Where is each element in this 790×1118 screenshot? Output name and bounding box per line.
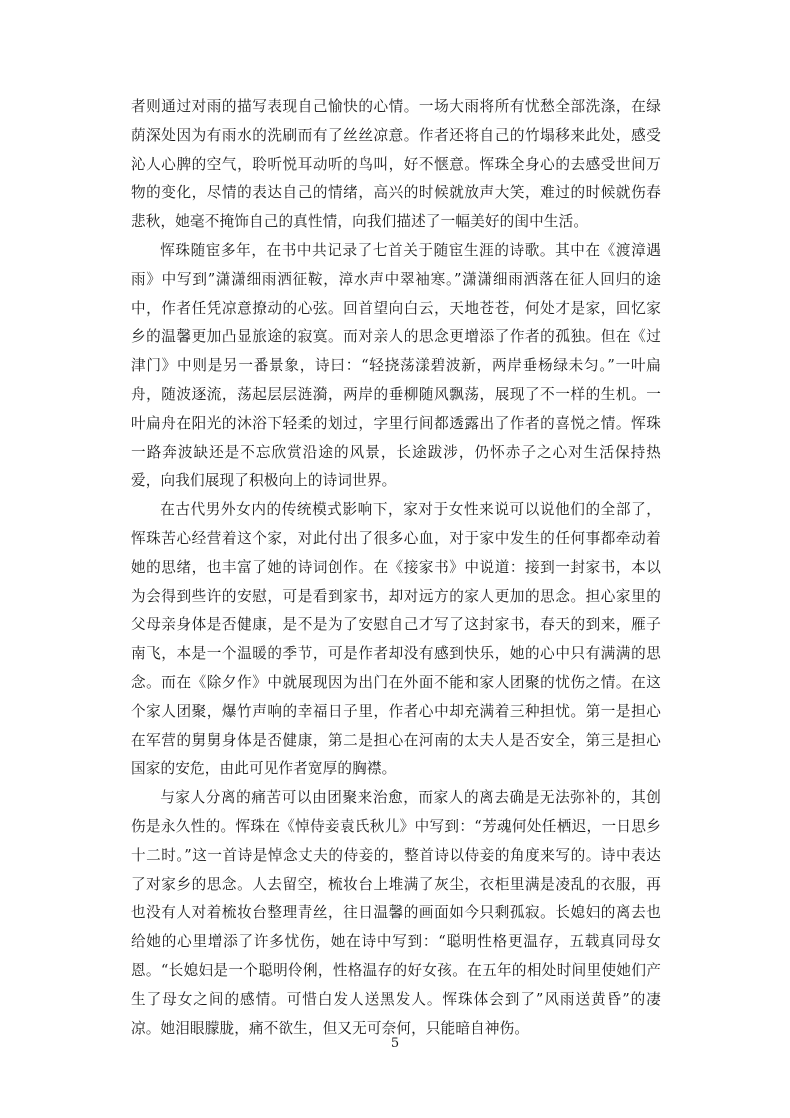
paragraph-4: 与家人分离的痛苦可以由团聚来治愈，而家人的离去确是无法弥补的，其创伤是永久性的。恽珠在《悼侍妾袁氏秋儿》中写到：“芳魂何处任栖迟，一日思乡十二时。”这一首诗是悼念丈夫的侍妾的，整首诗以侍妾的角度来写的。诗中表达了对家乡的思念。人去留空，梳妆台上堆满了灰尘，衣柜里满是凌乱的衣服，再也没有人对着梳妆台整理青丝，往日温馨的画面如今只剩孤寂。长媳妇的离去也给她的心里增添了许多忧伤，她在诗中写到：“聪明性格更温存，五载真同母女恩。“长媳妇是一个聪明伶俐，性格温存的好女孩。在五年的相处时间里使她们产生了母女之间的感情。可惜白发人送黑发人。恽珠体会到了”风雨送黄昏”的凄凉。她泪眼朦胧，痛不欲生，但又无可奈何，只能暗自神伤。 xyxy=(131,789,661,1037)
body-text xyxy=(131,93,661,1043)
paragraph-2: 恽珠随宦多年，在书中共记录了七首关于随宦生涯的诗歌。其中在《渡漳遇雨》中写到”潇潇细雨洒征鞍，漳水声中翠袖寒。”潇潇细雨洒落在征人回归的途中，作者任凭凉意撩动的心弦。回首望向白云，天地苍苍，何处才是家，回忆家乡的温馨更加凸显旅途的寂寞。而对亲人的思念更增添了作者的孤独。但在《过津门》中则是另一番景象，诗曰：“轻挠荡漾碧波新，两岸垂杨绿未匀。”一叶扁舟，随波逐流，荡起层层涟漪，两岸的垂柳随风飘荡，展现了不一样的生机。一叶扁舟在阳光的沐浴下轻柔的划过，字里行间都透露出了作者的喜悦之情。恽珠一路奔波缺还是不忘欣赏沿途的风景，长途跋涉，仍怀赤子之心对生活保持热爱，向我们展现了积极向上的诗词世界。 xyxy=(131,241,661,490)
paragraph-1: 者则通过对雨的描写表现自己愉快的心情。一场大雨将所有忧愁全部洗涤，在绿荫深处因为有雨水的洗刷而有了丝丝凉意。作者还将自己的竹塌移来此处，感受沁人心脾的空气，聆听悦耳动听的鸟叫，好不惬意。恽珠全身心的去感受世间万物的变化，尽情的表达自己的情绪，高兴的时候就放声大笑，难过的时候就伤春悲秋，她毫不掩饰自己的真性情，向我们描述了一幅美好的闺中生活。 xyxy=(131,98,661,231)
paragraph-3: 在古代男外女内的传统模式影响下，家对于女性来说可以说他们的全部了，恽珠苦心经营着这个家，对此付出了很多心血，对于家中发生的任何事都牵动着她的思绪，也丰富了她的诗词创作。在《接家书》中说道：接到一封家书，本以为会得到些许的安慰，可是看到家书，却对远方的家人更加的思念。担心家里的父母亲身体是否健康，是不是为了安慰自己才写了这封家书，春天的到来，雁子南飞，本是一个温暖的季节，可是作者却没有感到快乐，她的心中只有满满的思念。而在《除夕作》中就展现因为出门在外面不能和家人团聚的忧伤之情。在这个家人团聚，爆竹声响的幸福日子里，作者心中却充满着三种担忧。第一是担心在军营的舅舅身体是否健康，第二是担心在河南的太夫人是否安全，第三是担心国家的安危，由此可见作者宽厚的胸襟。 xyxy=(131,501,661,778)
page-number: 5 xyxy=(390,1036,400,1051)
